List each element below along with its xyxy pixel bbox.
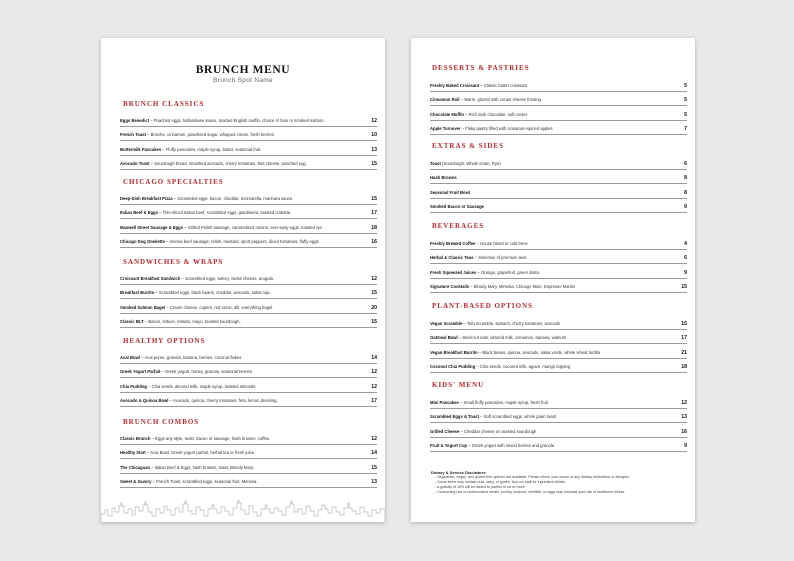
section-heading: BRUNCH COMBOS <box>123 418 200 426</box>
menu-item <box>430 250 687 264</box>
menu-item-price: 8 <box>684 175 687 182</box>
menu-subtitle: Brunch Spot Name <box>213 77 273 84</box>
section-heading: BRUNCH CLASSICS <box>123 100 205 108</box>
menu-item-name: Avocado Toast <box>120 160 150 166</box>
disclaimer-line: - Some items may contain nuts, dairy, or gluten. Ask our staff for ingredient details. <box>435 480 566 484</box>
menu-item-price: 9 <box>684 203 687 210</box>
menu-item-separator: – <box>149 118 154 123</box>
menu-item-separator: – <box>164 238 170 244</box>
menu-item-name: Greek Yogurt Parfait <box>120 369 161 375</box>
menu-item <box>120 393 377 407</box>
menu-item-separator: – <box>475 363 480 369</box>
menu-item-name: Herbal & Classic Teas <box>430 255 474 261</box>
menu-item <box>120 205 377 219</box>
menu-item <box>120 431 377 445</box>
menu-item <box>430 156 687 170</box>
menu-item-description: Italian Beef & Eggs, hash browns, toast, Bloody Mary. <box>154 464 255 470</box>
menu-item-text <box>120 305 361 310</box>
menu-item-price: 12 <box>371 436 377 442</box>
menu-item-text <box>430 97 671 102</box>
menu-item-separator: – <box>459 97 465 103</box>
menu-page-right <box>411 38 695 522</box>
menu-item-text <box>430 161 671 166</box>
menu-item-description: House blend or cold brew <box>480 241 528 246</box>
menu-item-name: Smoked Bacon or Sausage <box>430 203 484 209</box>
menu-item-description: Soft scrambled eggs, whole grain toast <box>483 414 556 420</box>
menu-item-description: Cream cheese, capers, red onion, dill, everything bagel. <box>169 304 274 310</box>
menu-item <box>120 314 377 328</box>
menu-item-description: Small fluffy pancakes, maple syrup, fresh fruit <box>463 400 548 405</box>
menu-item-name: Italian Beef & Eggs <box>120 210 158 216</box>
menu-item-separator: – <box>460 125 466 131</box>
menu-item-price: 15 <box>371 290 377 297</box>
menu-item-name: Buttermilk Pancakes <box>120 146 162 152</box>
menu-item-text <box>430 255 671 260</box>
menu-item-text <box>120 290 361 295</box>
menu-item-description: Sourdough bread, smashed avocado, cherry tomatoes, feta cheese, poached egg. <box>154 160 307 166</box>
menu-item <box>120 220 377 234</box>
menu-item-text <box>120 118 361 123</box>
menu-item-text <box>120 132 361 137</box>
menu-item-separator: – <box>160 369 165 375</box>
dietary-disclaimer <box>431 470 681 495</box>
menu-item-separator: – <box>462 321 467 326</box>
menu-item-name: Maxwell Street Sausage & Eggs <box>120 224 184 230</box>
menu-item-price: 15 <box>371 196 377 202</box>
menu-item-description: Scrambled eggs, bacon, cheddar, mozzarella, marinara sauce. <box>177 196 294 201</box>
menu-item-text <box>430 429 671 434</box>
menu-item <box>430 279 687 293</box>
menu-item <box>120 460 377 474</box>
menu-item <box>430 170 687 184</box>
menu-item-separator: – <box>143 318 149 324</box>
menu-item-separator: – <box>146 383 152 389</box>
menu-item-separator: – <box>151 478 157 484</box>
menu-item-separator: – <box>154 290 159 296</box>
menu-item-price: 15 <box>681 321 687 327</box>
menu-item-name: Mini Pancakes <box>430 400 459 405</box>
menu-item-description: Selection of premium teas <box>478 255 527 261</box>
menu-item-description: Black beans, quinoa, avocado, salsa verde, whole wheat tortilla <box>482 349 600 355</box>
menu-item-description: Vienna beef sausage, relish, mustard, sport peppers, diced tomatoes, fluffy eggs. <box>169 238 320 244</box>
menu-item-separator: – <box>149 160 155 166</box>
menu-item <box>430 78 687 92</box>
disclaimer-line: - Consuming raw or undercooked meats, poultry, seafood, shellfish, or eggs may increase your risk of foodborne illness. <box>435 490 626 494</box>
menu-item-text <box>430 175 671 180</box>
menu-item-text <box>430 270 671 275</box>
menu-item-price: 5 <box>684 97 687 104</box>
menu-item-text <box>430 241 671 246</box>
menu-item-separator: – <box>457 335 463 341</box>
menu-item-text <box>430 364 671 369</box>
menu-item <box>120 142 377 156</box>
menu-item-name: Scrambled Eggs & Toast <box>430 414 480 420</box>
menu-item-text <box>430 400 671 405</box>
menu-item-price: 14 <box>371 355 377 361</box>
section-heading: PLANT-BASED OPTIONS <box>432 302 534 310</box>
menu-item-name: Classic BLT <box>120 318 144 324</box>
menu-item-text <box>120 398 361 403</box>
menu-item <box>430 199 687 213</box>
menu-item-price: 6 <box>684 255 687 262</box>
menu-item-description: Tofu scramble, spinach, cherry tomatoes, avocado <box>466 321 561 326</box>
menu-item-separator: – <box>180 276 185 281</box>
menu-item-price: 12 <box>371 383 377 390</box>
menu-item-price: 18 <box>371 224 377 231</box>
menu-item-price: 12 <box>371 369 377 376</box>
menu-item-text <box>120 276 361 281</box>
menu-item-price: 16 <box>371 238 377 245</box>
menu-item-separator: – <box>172 196 178 201</box>
menu-item-description: Greek yogurt with mixed berries and granola <box>471 442 555 448</box>
menu-item-name: Eggs Benedict <box>120 118 150 123</box>
menu-item-description: Greek yogurt, honey, granola, seasonal berries. <box>165 369 254 375</box>
menu-item-name: Toast <box>430 161 441 166</box>
menu-item-text <box>430 335 671 340</box>
menu-item-price: 17 <box>371 397 377 404</box>
menu-item <box>120 445 377 459</box>
menu-item-name: Coconut Chia Pudding <box>430 363 476 369</box>
disclaimer-line: - Vegetarian, vegan, and gluten-free options are available. Please inform your server of any dietary restrictions or allergies. <box>435 475 630 479</box>
menu-item-name: Acai Bowl <box>120 355 141 360</box>
menu-item-price: 5 <box>684 83 687 89</box>
menu-item <box>430 395 687 409</box>
menu-item-text <box>120 196 361 201</box>
menu-item-text <box>120 319 361 324</box>
menu-item-separator: – <box>469 283 474 289</box>
menu-page-left <box>101 38 385 522</box>
menu-item-price: 12 <box>371 118 377 124</box>
menu-item-price: 20 <box>371 304 377 311</box>
menu-item <box>430 316 687 330</box>
menu-item-description: Chia seeds, coconut milk, agave, mango topping <box>479 363 571 369</box>
menu-item-separator: – <box>150 464 155 470</box>
menu-item-description: (Sourdough, Whole Grain, Rye) <box>442 161 501 166</box>
menu-item-text <box>430 321 671 326</box>
menu-item-price: 12 <box>371 276 377 282</box>
section-heading: KIDS' MENU <box>432 381 485 389</box>
menu-item-description: Acai Bowl, Greek yogurt parfait, herbal tea or fresh juice. <box>150 450 256 456</box>
menu-item <box>120 474 377 488</box>
menu-item <box>430 345 687 359</box>
menu-item-price: 13 <box>371 478 377 485</box>
menu-item-separator: – <box>165 304 170 310</box>
menu-item-name: Deep-Dish Breakfast Pizza <box>120 196 173 201</box>
menu-item-separator: – <box>140 355 145 360</box>
menu-item <box>120 234 377 248</box>
menu-item-separator: – <box>477 349 483 355</box>
menu-item-description: Thin-sliced Italian beef, scrambled eggs, giardiniera, toasted ciabatta. <box>162 210 292 216</box>
menu-item-name: Vegan Scramble <box>430 321 463 326</box>
menu-item-separator: – <box>150 436 156 441</box>
menu-item-name: Healthy Start <box>120 450 146 456</box>
menu-item-text <box>120 147 361 152</box>
menu-item-description: Warm, glazed with cream cheese frosting <box>464 97 541 103</box>
menu-item-name: Freshly Baked Croissant <box>430 83 480 88</box>
menu-item-price: 4 <box>684 241 687 247</box>
menu-item-name: Signature Cocktails <box>430 283 470 289</box>
menu-item-separator: – <box>479 414 484 420</box>
menu-item-separator: – <box>475 241 481 246</box>
menu-item <box>430 330 687 344</box>
menu-item-description: Fluffy pancakes, maple syrup, butter, seasonal fruit. <box>165 146 262 152</box>
menu-item-name: Seasonal Fruit Bowl <box>430 189 471 195</box>
menu-item-name: Freshly Brewed Coffee <box>430 241 476 246</box>
menu-item-separator: – <box>463 111 469 117</box>
menu-item-description: Grilled Polish sausage, caramelized onions, over-easy eggs, toasted rye. <box>187 224 323 230</box>
menu-item-text <box>430 204 671 209</box>
menu-item <box>120 300 377 314</box>
menu-item-text <box>120 225 361 230</box>
menu-item-text <box>120 355 361 360</box>
menu-item-text <box>430 190 671 195</box>
menu-item-price: 15 <box>371 318 377 325</box>
menu-item-description: Cheddar cheese on toasted sourdough <box>463 428 537 434</box>
menu-item <box>120 127 377 141</box>
menu-item <box>430 121 687 135</box>
menu-item <box>120 379 377 393</box>
menu-item-description: Orange, grapefruit, green detox <box>480 269 540 275</box>
menu-item-text <box>120 465 361 470</box>
menu-item <box>430 92 687 106</box>
disclaimer-line: - A gratuity of 18% will be added to parties of six or more. <box>435 485 526 489</box>
menu-item <box>430 185 687 199</box>
menu-item <box>120 285 377 299</box>
menu-item-description: Brioche, cinnamon, powdered sugar, whipped cream, fresh berries. <box>150 132 275 138</box>
menu-item-text <box>430 126 671 131</box>
menu-item-name: Grilled Cheese <box>430 428 460 434</box>
menu-item-description: Chia seeds, almond milk, maple syrup, toasted almonds <box>151 383 256 389</box>
menu-item <box>120 156 377 170</box>
menu-item-separator: – <box>145 132 151 138</box>
menu-item-price: 9 <box>684 442 687 449</box>
menu-item-text <box>120 239 361 244</box>
menu-item <box>120 271 377 285</box>
menu-item-description: Eggs any style, toast, bacon or sausage, hash browns, coffee. <box>155 436 271 441</box>
menu-item-price: 17 <box>681 335 687 342</box>
menu-item-separator: – <box>168 397 173 403</box>
menu-item-name: Fresh Squeezed Juices <box>430 269 477 275</box>
menu-item-text <box>120 450 361 455</box>
menu-item-description: Avocado, quinoa, cherry tomatoes, feta, lemon dressing. <box>172 397 278 403</box>
menu-title: BRUNCH MENU <box>195 64 291 76</box>
menu-item-text <box>120 369 361 374</box>
menu-item <box>430 424 687 438</box>
menu-item-name: Fruit & Yogurt Cup <box>430 442 468 448</box>
menu-item <box>430 265 687 279</box>
menu-item-price: 13 <box>681 414 687 421</box>
menu-item-name: Chocolate Muffin <box>430 111 464 117</box>
menu-item-price: 8 <box>684 189 687 196</box>
menu-item-name: The Chicagoan <box>120 464 151 470</box>
menu-item-price: 13 <box>371 146 377 153</box>
menu-item-description: Scrambled eggs, turkey, Swiss cheese, arugula. <box>184 276 275 281</box>
section-heading: CHICAGO SPECIALTIES <box>123 178 224 186</box>
menu-item <box>430 359 687 373</box>
menu-item-name: Smoked Salmon Bagel <box>120 304 166 310</box>
menu-item-text <box>430 112 671 117</box>
menu-item-description: Flaky pastry filled with cinnamon-spiced apples <box>465 125 553 131</box>
menu-item-price: 5 <box>684 111 687 118</box>
menu-item-name: Breakfast Burrito <box>120 290 155 296</box>
menu-item <box>430 409 687 423</box>
menu-item-price: 21 <box>681 349 687 356</box>
menu-item <box>120 113 377 127</box>
menu-item-description: Bacon, lettuce, tomato, mayo, toasted sourdough. <box>148 318 241 324</box>
menu-item-text <box>430 414 671 419</box>
menu-item-text <box>430 443 671 448</box>
menu-item-separator: – <box>161 146 166 152</box>
menu-item-separator: – <box>476 269 481 275</box>
menu-item-name: Vegan Breakfast Burrito <box>430 349 478 355</box>
menu-item-text <box>430 350 671 355</box>
menu-item-description: Acai puree, granola, banana, berries, coconut flakes <box>144 355 242 360</box>
menu-item-description: Poached eggs, hollandaise sauce, toasted English muffin, choice of ham or smoked salmon. <box>153 118 325 123</box>
menu-item-name: Croissant Breakfast Sandwich <box>120 276 181 281</box>
menu-item-price: 10 <box>371 132 377 139</box>
menu-item-separator: – <box>459 428 464 434</box>
menu-item-separator: – <box>157 210 163 216</box>
menu-item-name: Apple Turnover <box>430 125 461 131</box>
menu-item-description: Classic butter croissant <box>483 83 528 88</box>
menu-item-price: 15 <box>681 283 687 290</box>
menu-item-text <box>120 384 361 389</box>
menu-item-description: Scrambled eggs, black beans, cheddar, avocado, salsa roja. <box>158 290 271 296</box>
menu-item-name: Oatmeal Bowl <box>430 335 458 341</box>
menu-item <box>120 350 377 364</box>
menu-item-price: 15 <box>371 464 377 471</box>
disclaimer-heading: Dietary & Service Disclaimer: <box>431 470 487 475</box>
menu-item-name: Hash Browns <box>430 175 457 181</box>
menu-item-name: Sweet & Savory <box>120 478 152 484</box>
menu-item <box>430 438 687 452</box>
menu-item-description: French Toast, scrambled eggs, seasonal fruit, Mimosa. <box>156 478 258 484</box>
menu-item-text <box>120 210 361 215</box>
menu-item <box>120 364 377 378</box>
menu-item-text <box>430 284 671 289</box>
menu-item-text <box>430 83 671 88</box>
menu-item-text <box>120 161 361 166</box>
menu-item-separator: – <box>145 450 151 456</box>
section-heading: BEVERAGES <box>432 222 485 230</box>
menu-item-price: 9 <box>684 269 687 276</box>
menu-item-description: Rich dark chocolate, soft center <box>468 111 528 117</box>
menu-item-name: Chicago Dog Omelette <box>120 238 165 244</box>
menu-item-text <box>120 479 361 484</box>
menu-item <box>430 107 687 121</box>
menu-item-separator: – <box>473 255 479 261</box>
menu-item-description: Steel-cut oats, almond milk, cinnamon, banana, walnuts <box>462 335 566 341</box>
section-heading: SANDWICHES & WRAPS <box>123 258 224 266</box>
menu-item-separator: – <box>467 442 472 448</box>
menu-item-price: 12 <box>681 400 687 406</box>
menu-item-description: Bloody Mary, Mimosa, Chicago Mule, Espresso Martini <box>473 283 576 289</box>
menu-item-price: 16 <box>681 428 687 435</box>
menu-item-separator: – <box>458 400 464 405</box>
chicago-skyline-icon <box>101 500 385 522</box>
section-heading: DESSERTS & PASTRIES <box>432 64 530 72</box>
menu-item-price: 6 <box>684 161 687 167</box>
menu-item-price: 17 <box>371 210 377 217</box>
menu-item-price: 14 <box>371 450 377 457</box>
menu-item-name: French Toast <box>120 132 146 138</box>
menu-item-separator: – <box>183 224 188 230</box>
menu-item-separator: – <box>479 83 484 88</box>
menu-item-price: 15 <box>371 160 377 167</box>
menu-item-price: 18 <box>681 363 687 370</box>
menu-item-name: Chia Pudding <box>120 383 147 389</box>
menu-item <box>430 236 687 250</box>
menu-item-name: Avocado & Quinoa Bowl <box>120 397 169 403</box>
section-heading: HEALTHY OPTIONS <box>123 337 206 345</box>
menu-item <box>120 191 377 205</box>
menu-item-text <box>120 436 361 441</box>
section-heading: EXTRAS & SIDES <box>432 142 504 150</box>
menu-item-name: Classic Brunch <box>120 436 151 441</box>
menu-item-price: 7 <box>684 125 687 132</box>
menu-item-name: Cinnamon Roll <box>430 97 460 103</box>
